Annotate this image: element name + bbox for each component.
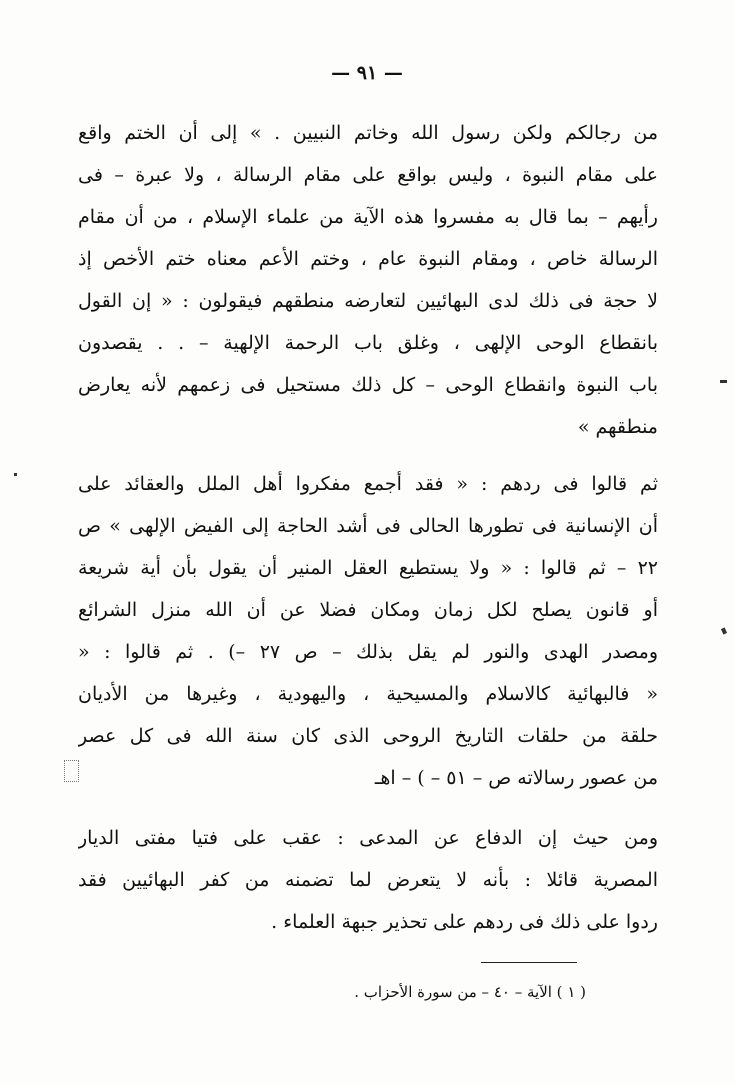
text-line: من عصور رسالاته ص – ٥١ – ) – اهـ [374,767,658,789]
text-line: ثم قالوا فى ردهم : « فقد أجمع مفكروا أهل الملل والعقائد على [78,473,658,495]
text-line: منطقهم » [577,416,658,438]
paragraph-3 [78,817,658,943]
footnote: ( ١ ) الآية – ٤٠ – من سورة الأحزاب . [354,983,586,1001]
text-line: على مقام النبوة ، وليس بواقع على مقام الرسالة ، ولا عبرة – فى [78,164,658,186]
text-line: بانقطاع الوحى الإلهى ، وغلق باب الرحمة الإلهية – . . يقصدون [78,332,658,354]
footnote-divider [481,962,577,963]
text-line: ردوا على ذلك فى ردهم على تحذير جبهة العلماء . [271,911,658,933]
text-line: لا حجة فى ذلك لدى البهائيين لتعارضه منطقهم فيقولون : « إن القول [78,290,658,312]
paragraph-2 [78,463,658,799]
text-line: حلقة من حلقات التاريخ الروحى الذى كان سنة الله فى كل عصر [78,725,658,747]
text-line: باب النبوة وانقطاع الوحى – كل ذلك مستحيل فى زعمهم لأنه يعارض [78,374,658,396]
text-line: ومصدر الهدى والنور لم يقل بذلك – ص ٢٧ –) . ثم قالوا : « [78,641,658,663]
text-line: ٢٢ – ثم قالوا : « ولا يستطيع العقل المنير أن يقول بأن أية شريعة [78,557,658,579]
page-number: — ٩١ — [331,62,403,84]
margin-mark [720,380,727,383]
text-line: أن الإنسانية فى تطورها الحالى فى أشد الحاجة إلى الفيض الإلهى » ص [78,515,658,537]
text-line: ومن حيث إن الدفاع عن المدعى : عقب على فتيا مفتى الديار [78,827,658,849]
text-line: من رجالكم ولكن رسول الله وخاتم النبيين . » إلى أن الختم واقع [78,122,658,144]
text-line: أو قانون يصلح لكل زمان ومكان فضلا عن أن الله منزل الشرائع [78,599,658,621]
text-line: المصرية قائلا : بأنه لا يتعرض لما تضمنه من كفر البهائيين فقد [78,869,658,891]
paragraph-1 [78,112,658,448]
margin-mark [14,473,17,476]
text-line: الرسالة خاص ، ومقام النبوة عام ، وختم الأعم معناه ختم الأخص إذ [78,248,658,270]
bracket-icon [64,760,79,782]
text-line: « فالبهائية كالاسلام والمسيحية ، واليهودية ، وغيرها من الأديان [78,683,658,705]
text-line: رأيهم – بما قال به مفسروا هذه الآية من علماء الإسلام ، من أن مقام [78,206,658,228]
margin-mark [721,627,727,634]
